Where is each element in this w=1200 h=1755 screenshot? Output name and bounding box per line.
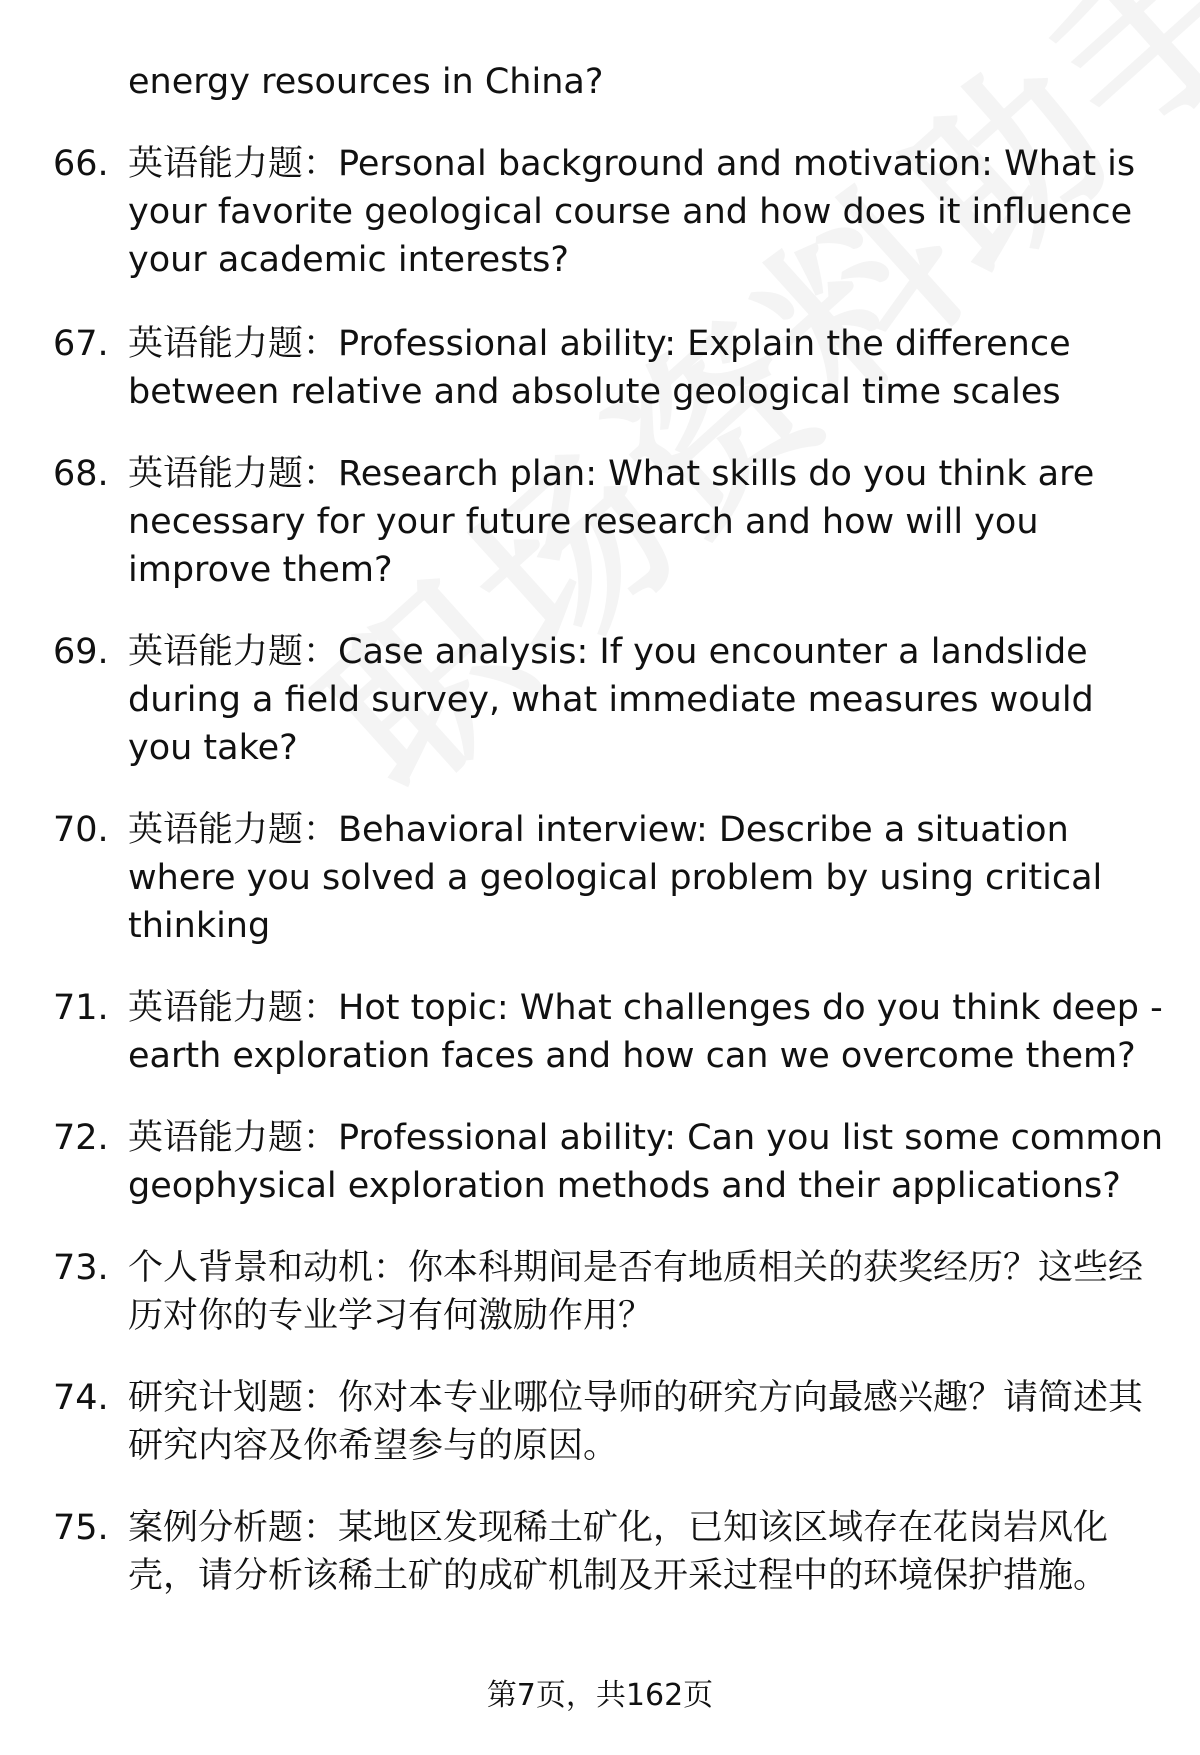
question-number: 71. <box>53 988 109 1028</box>
list-item <box>53 1374 1164 1470</box>
question-text: 案例分析题：某地区发现稀土矿化，已知该区域存在花岗岩风化壳，请分析该稀土矿的成矿机制及开采过程中的环境保护措施。 <box>128 1508 1109 1596</box>
question-number: 67. <box>53 324 109 364</box>
question-number: 75. <box>53 1508 109 1548</box>
question-number: 72. <box>53 1118 109 1158</box>
list-item <box>53 628 1164 772</box>
list-item <box>53 1244 1164 1340</box>
list-item <box>53 1114 1164 1210</box>
list-item <box>53 806 1164 950</box>
question-number: 66. <box>53 144 109 184</box>
question-text: 英语能力题：Personal background and motivation: What is your favorite geological course and how does it influence your academic interests? <box>128 144 1136 280</box>
page-footer: 第7页，共162页 <box>486 1678 714 1713</box>
list-item <box>53 140 1164 284</box>
question-number: 70. <box>53 810 109 850</box>
list-item <box>53 450 1164 594</box>
question-text: 英语能力题：Case analysis: If you encounter a landslide during a field survey, what immediate measures would you take? <box>128 632 1094 768</box>
question-text: 英语能力题：Research plan: What skills do you think are necessary for your future research and how will you improve them? <box>128 454 1095 590</box>
list-item <box>53 320 1164 416</box>
question-text: 英语能力题：Professional ability: Explain the difference between relative and absolute geological time scales <box>128 324 1071 412</box>
list-item <box>53 984 1164 1080</box>
question-text: 英语能力题：Professional ability: Can you list some common geophysical exploration methods and their applications? <box>128 1118 1164 1206</box>
question-text: 英语能力题：Hot topic: What challenges do you think deep - earth exploration faces and how can we overcome them? <box>128 988 1163 1076</box>
question-text: 英语能力题：Behavioral interview: Describe a situation where you solved a geological problem by using critical thinking <box>128 810 1103 946</box>
continued-question-text: energy resources in China? <box>128 62 604 102</box>
question-list <box>0 140 1200 1600</box>
question-text: 个人背景和动机：你本科期间是否有地质相关的获奖经历？这些经历对你的专业学习有何激励作用？ <box>128 1248 1144 1336</box>
question-number: 73. <box>53 1248 109 1288</box>
question-text: 研究计划题：你对本专业哪位导师的研究方向最感兴趣？请简述其研究内容及你希望参与的原因。 <box>128 1378 1144 1466</box>
list-item <box>53 1504 1164 1600</box>
question-number: 68. <box>53 454 109 494</box>
question-number: 74. <box>53 1378 109 1418</box>
question-number: 69. <box>53 632 109 672</box>
